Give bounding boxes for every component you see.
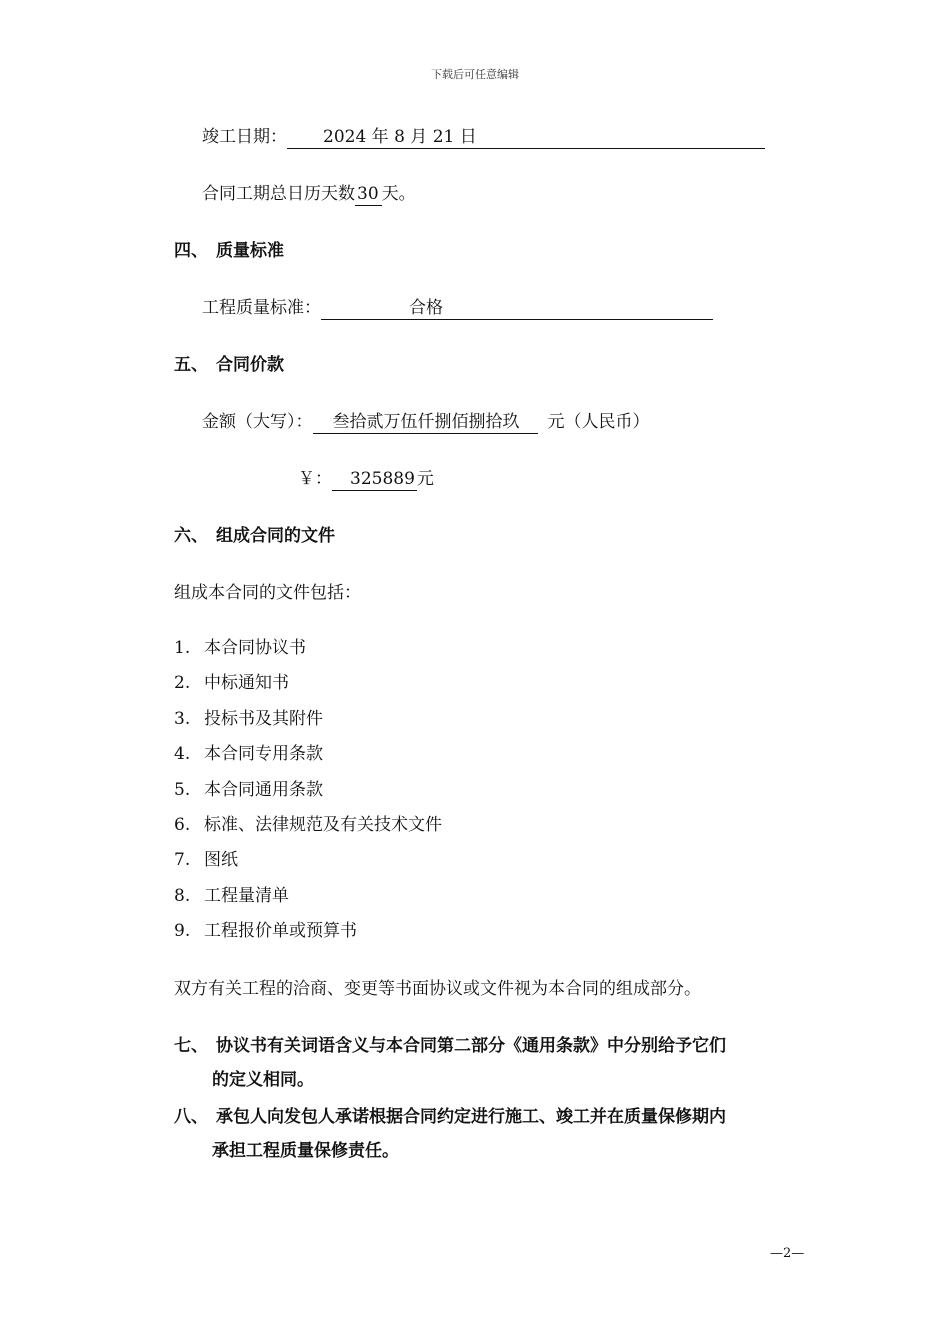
list-item-text: 本合同通用条款 <box>204 779 323 800</box>
list-item <box>174 778 442 813</box>
list-item <box>174 919 442 954</box>
list-item <box>174 707 442 742</box>
amount-suffix: 元（人民币） <box>547 412 650 432</box>
section-7-number: 七、 <box>174 1036 208 1056</box>
section-5-title: 合同价款 <box>216 355 284 375</box>
list-item-text: 标准、法律规范及有关技术文件 <box>204 814 442 835</box>
duration-row <box>202 182 416 206</box>
list-item <box>174 636 442 671</box>
amount-words-value: 叁拾贰万伍仟捌佰捌拾玖 <box>313 412 538 434</box>
list-item-number: 9. <box>174 921 191 942</box>
list-item-text: 本合同专用条款 <box>204 744 323 765</box>
section-6-number: 六、 <box>174 526 208 546</box>
completion-date-row <box>202 125 765 149</box>
list-item-number: 1. <box>174 638 191 658</box>
section-8-number: 八、 <box>174 1107 208 1127</box>
page-number: —2— <box>770 1246 805 1261</box>
amount-number-value: 325889 <box>332 469 417 491</box>
duration-prefix: 合同工期总日历天数 <box>202 184 355 204</box>
section-6-title: 组成合同的文件 <box>216 526 335 546</box>
completion-date-value: 2024 年 8 月 21 日 <box>287 127 765 149</box>
list-item-text: 中标通知书 <box>204 673 289 694</box>
amount-label: 金额（大写）： <box>202 412 313 432</box>
quality-value: 合格 <box>321 298 713 320</box>
list-item <box>174 671 442 706</box>
section-7-line-1: 协议书有关词语含义与本合同第二部分《通用条款》中分别给予它们 <box>216 1036 726 1056</box>
list-item <box>174 813 442 848</box>
section-5-heading <box>174 353 284 377</box>
section-8-line-1: 承包人向发包人承诺根据合同约定进行施工、竣工并在质量保修期内 <box>216 1107 726 1127</box>
quality-label: 工程质量标准： <box>202 298 321 318</box>
list-item-number: 6. <box>174 814 191 835</box>
list-item-number: 5. <box>174 779 191 800</box>
list-item-number: 2. <box>174 673 191 694</box>
list-item-text: 工程量清单 <box>204 885 289 906</box>
list-item-number: 7. <box>174 850 191 871</box>
section-6-heading <box>174 524 335 548</box>
section-8-clause <box>174 1100 814 1168</box>
list-item-number: 4. <box>174 744 191 765</box>
list-item <box>174 884 442 919</box>
list-item-number: 3. <box>174 708 191 729</box>
section-4-title: 质量标准 <box>216 241 284 261</box>
docs-list <box>174 636 442 955</box>
section-8-line-2: 承担工程质量保修责任。 <box>212 1141 399 1161</box>
amount-number-label: ￥： <box>298 469 332 489</box>
list-item <box>174 742 442 777</box>
section-5-number: 五、 <box>174 355 208 375</box>
section-4-number: 四、 <box>174 241 208 261</box>
section-7-line-2: 的定义相同。 <box>212 1070 314 1090</box>
completion-date-label: 竣工日期： <box>202 127 287 147</box>
duration-value: 30 <box>355 184 382 206</box>
list-item-text: 图纸 <box>204 850 238 871</box>
docs-intro: 组成本合同的文件包括： <box>174 583 361 603</box>
quality-row <box>202 296 713 320</box>
list-item <box>174 848 442 883</box>
duration-suffix: 天。 <box>381 184 416 204</box>
amount-row <box>202 410 650 434</box>
list-item-text: 工程报价单或预算书 <box>204 921 357 942</box>
docs-note: 双方有关工程的洽商、变更等书面协议或文件视为本合同的组成部分。 <box>174 979 701 999</box>
page-header: 下载后可任意编辑 <box>431 68 519 81</box>
amount-number-suffix: 元 <box>416 469 434 489</box>
list-item-number: 8. <box>174 885 191 906</box>
section-4-heading <box>174 239 284 263</box>
amount-number-row <box>298 467 434 491</box>
list-item-text: 投标书及其附件 <box>204 708 323 729</box>
section-7-clause <box>174 1029 814 1097</box>
list-item-text: 本合同协议书 <box>204 638 306 658</box>
